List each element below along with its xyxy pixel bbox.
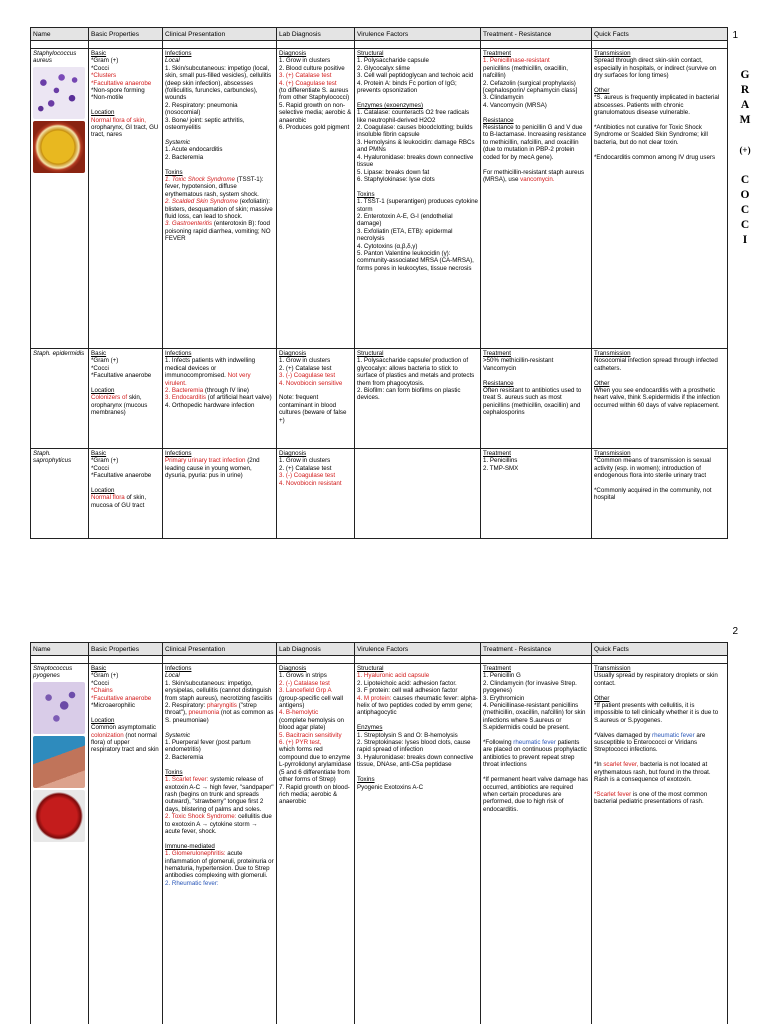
side-letter: R xyxy=(740,84,750,96)
clinical-highlight: Not very virulent. xyxy=(165,372,251,387)
side-letter: G xyxy=(740,69,750,81)
section-heading: Diagnosis xyxy=(279,350,307,357)
section-heading: Transmission xyxy=(594,350,631,357)
section-heading: Immune-mediated xyxy=(165,842,215,850)
column-header: Quick Facts xyxy=(592,28,728,41)
treatment-text: Resistance to penicillin G and V due to B-lactamase. Increasing resistance to methicillin, nafcillin, and oxacillin (due to mutation in PBP-2 protein coded for by mecA gene). xyxy=(483,124,587,161)
treatment-highlight: 1. Penicillinase-resistant xyxy=(483,57,550,65)
clinical-text: 1. Skin/subcutaneous: impetigo (local, skin, small pus-filled vesicles), cellulitis (deep skin infection), abscesses (folliculitis, furuncles, carbuncles), wounds 2. Respiratory: pneumonia (nosocomial) 3. Bone/ joint: septic arthritis, osteomyelitis xyxy=(165,64,272,132)
clinical-text: (TSST-1): fever, hypotension, diffuse erythematous rash, system shock. xyxy=(165,175,264,198)
side-letter: O xyxy=(740,189,750,201)
property-text: *Gram (+) *Cocci *Facultative anaerobe xyxy=(91,357,152,380)
section-heading: Other xyxy=(594,694,610,702)
location-text: Common asymptomatic xyxy=(91,724,156,732)
treatment-cell xyxy=(481,664,592,1024)
section-heading: Other xyxy=(594,87,610,95)
property-text: *Gram (+) *Cocci *Facultative anaerobe xyxy=(91,457,152,480)
section-heading: Transmission xyxy=(594,665,631,672)
lab-highlight: 2. (-) Catalase test xyxy=(279,679,330,687)
gram-stain-image xyxy=(33,682,85,734)
column-header: Name xyxy=(31,643,89,656)
clinical-text: (through IV line) xyxy=(204,387,249,395)
section-heading: Diagnosis xyxy=(279,50,307,57)
section-heading: Transmission xyxy=(594,450,631,457)
fact-text: Spread through direct skin-skin contact, especially in hospitals, or indirect (survive on dry surfaces for long times) xyxy=(594,57,717,80)
toxin-name: 1. Scarlet fever: xyxy=(165,776,209,784)
lab-diagnosis-cell xyxy=(277,664,355,1024)
location-text: skin, oropharynx (mucous membranes) xyxy=(91,394,148,417)
column-header: Virulence Factors xyxy=(355,643,481,656)
clinical-presentation-cell xyxy=(163,349,277,449)
clinical-text: 1. Acute endocarditis 2. Bacteremia xyxy=(165,146,223,161)
fact-text: Nosocomial infection spread through infected catheters. xyxy=(594,357,718,372)
side-letter: M xyxy=(739,114,751,126)
clinical-presentation-cell xyxy=(163,449,277,539)
clinical-text: ("strep throat"), xyxy=(165,702,257,717)
location-text: of skin, mucosa of GU tract xyxy=(91,494,147,509)
clinical-text: (enterotoxin B): food poisoning rapid diarrhea, vomiting; NO FEVER xyxy=(165,220,271,243)
lab-highlight: 3. Lancefield Grp A xyxy=(279,687,332,695)
toxin-name: 3. Gastroenteritis xyxy=(165,220,213,228)
bacteria-table xyxy=(30,27,728,539)
column-header: Clinical Presentation xyxy=(163,28,277,41)
page-number: 2 xyxy=(732,626,738,637)
quick-facts-cell xyxy=(592,664,728,1024)
section-heading: Structural xyxy=(357,50,384,57)
page-number: 1 xyxy=(732,30,738,41)
section-heading: Treatment xyxy=(483,350,511,357)
fact-text: *Valves damaged by xyxy=(594,731,651,739)
section-heading: Treatment xyxy=(483,50,511,57)
basic-properties-cell xyxy=(89,664,163,1024)
virulence-highlight: 1. Hyaluronic acid capsule xyxy=(357,672,430,680)
column-header: Lab Diagnosis xyxy=(277,643,355,656)
clinical-highlight: pneumonia xyxy=(188,709,220,717)
treatment-text: penicillins (methicillin, oxacillin, nafcillin) 2. Cefazolin (surgical prophylaxis) [cephalosporin/ cephamycin class] 3. Clindamycin 4. Vancomycin (MRSA) xyxy=(483,64,578,109)
fact-text: *In xyxy=(594,761,602,769)
treatment-text: *If permanent heart valve damage has occurred, antibiotics are required when certain procedures are performed, due to high risk of endocarditis. xyxy=(483,776,588,813)
section-heading: Toxins xyxy=(357,776,375,784)
lab-highlight: 5. Bacitracin sensitivity xyxy=(279,731,342,739)
treatment-text: 1. Penicillins 2. TMP-SMX xyxy=(483,457,519,472)
subsection-heading: Local xyxy=(165,672,180,680)
fact-text: are susceptible to Enterococci or Viridans Streptococci infections. xyxy=(594,731,706,754)
organism-name: Staph. saprophyticus xyxy=(33,450,72,465)
section-heading: Transmission xyxy=(594,50,631,57)
organism-name: Streptococcus pyogenes xyxy=(33,665,73,680)
location-highlight: colonization xyxy=(91,731,124,739)
fact-text: *If patient presents with cellulitis, it is impossible to tell clinically whether it is due to S.aureus or S.pyogenes. xyxy=(594,702,719,724)
section-heading: Diagnosis xyxy=(279,665,307,672)
virulence-text: 2. Lipoteichoic acid: adhesion factor. 3. F protein: cell wall adhesion factor xyxy=(357,679,458,695)
clinical-presentation-cell xyxy=(163,664,277,1024)
clinical-text: 1. Puerperal fever (post partum endometritis) 2. Bacteremia xyxy=(165,739,251,761)
virulence-text: 1. TSST-1 (superantigen) produces cytokine storm 2. Enterotoxin A-E, G-I (endothelial damage) 3. Exfoliatin (ETA, ETB): epidermal necrolysis 4. Cytotoxins (α,β,δ,γ) 5. Panton Valentine leukocidin (γ): community-associated MRSA (CA-MRSA), forms pores in leukocytes, tissue necrosis xyxy=(357,198,478,272)
section-heading: Basic xyxy=(91,450,107,457)
section-heading: Infections xyxy=(165,50,192,57)
basic-properties-cell xyxy=(89,49,163,349)
section-heading: Enzymes xyxy=(357,724,383,732)
clinical-link-highlight: 2. Rheumatic fever: xyxy=(165,879,219,887)
clinical-highlight: 1. Glomerulonephritis: xyxy=(165,850,226,858)
clinical-highlight: pharyngitis xyxy=(206,702,237,710)
clinical-highlight: 3. Endocarditis xyxy=(165,394,206,402)
section-heading: Location xyxy=(91,716,115,724)
basic-properties-cell xyxy=(89,449,163,539)
treatment-link-highlight: rheumatic fever xyxy=(513,739,556,747)
gram-stain-image xyxy=(33,67,85,119)
lab-highlight: 4. B-hemolytic xyxy=(279,709,319,717)
column-header: Treatment - Resistance xyxy=(481,643,592,656)
quick-facts-cell xyxy=(592,349,728,449)
section-heading: Toxins xyxy=(357,190,375,198)
gram-positive-cocci-label xyxy=(734,68,756,248)
property-text: *Gram (+) *Cocci xyxy=(91,672,119,687)
lab-diagnosis-cell xyxy=(277,349,355,449)
property-text: *Non-spore forming *Non-motile xyxy=(91,87,145,102)
subsection-heading: Systemic xyxy=(165,138,191,146)
section-heading: Structural xyxy=(357,350,384,357)
virulence-text: 1. Polysaccharide capsule/ production of glycocalyx: allows bacteria to stick to surface of plastics and metals and protects them from phagocytosis. 2. Biofilm: can form biofilms on plastic devices. xyxy=(357,357,475,402)
section-heading: Diagnosis xyxy=(279,450,307,457)
table-row xyxy=(31,449,728,539)
clinical-text: 1. Skin/subcutaneous: impetigo, erysipelas, cellulitis (cannot distinguish from staph aureus), necrotizing fasciitis 2. Respiratory: xyxy=(165,679,273,710)
fact-text: *Common means of transmission is sexual activity (esp. in women); introduction of endogenous flora into sterile urinary tract *Commonly acquired in the community, not hospital xyxy=(594,457,712,502)
clinical-presentation-cell xyxy=(163,49,277,349)
fact-text: *S. aureus is frequently implicated in bacterial abscesses. Patients with chronic granulomatous disease vulnerable. *Antibiotics not curative for Toxic Shock Syndrome or Scalded Skin Syndrome; kill bacteria, but do not clear toxin. *Endocarditis common among IV drug users xyxy=(594,94,720,161)
treatment-highlight: vancomycin. xyxy=(520,175,555,183)
virulence-factors-cell xyxy=(355,449,481,539)
section-heading: Enzymes (exoenzymes) xyxy=(357,101,424,109)
skin-infection-image xyxy=(33,736,85,788)
treatment-text: patients are placed on continuous prophylactic antibiotics to prevent repeat strep throat infections xyxy=(483,739,587,769)
toxin-name: 2. Toxic Shock Syndrome: xyxy=(165,813,237,821)
clinical-text: (of artificial heart valve) 4. Orthopedic hardware infection xyxy=(165,394,272,409)
culture-plate-image xyxy=(33,121,85,173)
fact-text: When you see endocarditis with a prosthetic heart valve, think S.epidermidis if the infection occurred within 60 days of valve replacement. xyxy=(594,387,720,409)
property-text-highlight: *Chains *Facultative anaerobe xyxy=(91,687,152,702)
bacteria-table xyxy=(30,642,728,1024)
table-header-row xyxy=(31,643,728,656)
side-letter: C xyxy=(740,174,750,186)
virulence-highlight: 4. M protein: xyxy=(357,694,392,702)
clinical-text: acute inflammation of glomeruli, proteinuria or hematuria, hypertension. Due to Strep antibodies complexing with glomeruli. xyxy=(165,850,274,880)
lab-text: 1. Grow in clusters 2. (+) Catalase test xyxy=(279,457,332,472)
clinical-highlight: Primary urinary tract infection xyxy=(165,457,246,465)
clinical-highlight: 2. Bacteremia xyxy=(165,387,204,395)
section-heading: Infections xyxy=(165,450,192,457)
treatment-text: *Following xyxy=(483,739,512,747)
lab-text: (to differentiate S. aureus from other Staphylococci) 5. Rapid growth on non-selective media; aerobic & anaerobic 6. Produces gold pigment xyxy=(279,87,352,132)
property-text-highlight: *Clusters *Facultative anaerobe xyxy=(91,72,152,87)
section-heading: Basic xyxy=(91,50,107,57)
virulence-text: 1. Streptolysin S and O: B-hemolysis 2. Streptokinase: lyses blood clots, cause rapid spread of infection 3. Hyaluronidase: breaks down connective tissue, DNAse, anti-C5a peptidase xyxy=(357,731,474,769)
property-text: *Microaerophilic xyxy=(91,702,136,710)
side-letter: C xyxy=(740,219,750,231)
organism-name: Staph. epidermidis xyxy=(33,350,85,357)
section-heading: Treatment xyxy=(483,450,511,457)
table-row xyxy=(31,664,728,1024)
location-highlight: Normal flora of skin, xyxy=(91,116,147,124)
lab-highlight: 3. (-) Coagulase test xyxy=(279,372,336,380)
fact-link-highlight: rheumatic fever xyxy=(652,731,695,739)
clinical-text: systemic release of exotoxin A-C → high fever, "sandpaper" rash (begins on trunk and spreads outward), "strawberry" tongue first 2 days, blistering of palms and soles. xyxy=(165,776,274,813)
treatment-cell xyxy=(481,349,592,449)
lab-text: which forms red compound due to enzyme L-pyrrolidonyl arylamidase (5 and 6 differentiate from other forms of Strep) 7. Rapid growth on blood-rich media; aerobic & anaerobic xyxy=(279,746,352,806)
organism-name-cell xyxy=(31,664,89,1024)
blood-agar-plate-image xyxy=(33,790,85,842)
section-heading: Location xyxy=(91,487,115,495)
virulence-factors-cell xyxy=(355,349,481,449)
section-heading: Location xyxy=(91,387,115,395)
section-heading: Toxins xyxy=(165,768,183,776)
organism-name-cell xyxy=(31,49,89,349)
column-header: Lab Diagnosis xyxy=(277,28,355,41)
fact-highlight: scarlet fever, xyxy=(603,761,639,769)
section-heading: Infections xyxy=(165,665,192,672)
lab-text: Note: frequent contaminant in blood cultures (beware of false +) xyxy=(279,394,347,424)
section-heading: Structural xyxy=(357,665,384,672)
clinical-text: (not as common as S. pneumoniae) xyxy=(165,709,274,724)
table-row xyxy=(31,49,728,349)
side-letter: I xyxy=(742,234,748,246)
column-header: Basic Properties xyxy=(89,643,163,656)
lab-highlight: 4. (+) Coagulase test xyxy=(279,79,337,87)
fact-text: bacteria is not located at erythematous rash, but found in the throat. Rash is a consequence of exotoxin. xyxy=(594,761,711,784)
location-highlight: Colonizers of xyxy=(91,394,128,402)
side-letter: A xyxy=(740,99,750,111)
lab-diagnosis-cell xyxy=(277,449,355,539)
organism-name: Staphylococcus aureus xyxy=(33,50,77,65)
section-heading: Resistance xyxy=(483,379,514,387)
toxin-name: 2. Scalded Skin Syndrome xyxy=(165,198,238,206)
lab-highlight: 4. Novobiocin resistant xyxy=(279,479,342,487)
lab-highlight: 3. (+) Catalase test xyxy=(279,72,332,80)
lab-diagnosis-cell xyxy=(277,49,355,349)
virulence-text: Pyogenic Exotoxins A-C xyxy=(357,783,424,791)
lab-text: (complete hemolysis on blood agar plate) xyxy=(279,716,344,732)
lab-highlight: 3. (-) Coagulase test xyxy=(279,472,336,480)
organism-name-cell xyxy=(31,349,89,449)
table-header-row xyxy=(31,28,728,41)
table-row xyxy=(31,349,728,449)
virulence-factors-cell xyxy=(355,49,481,349)
column-header: Name xyxy=(31,28,89,41)
column-header: Virulence Factors xyxy=(355,28,481,41)
section-heading: Toxins xyxy=(165,168,183,176)
virulence-text: causes rheumatic fever: alpha-helix of two peptides coded by emm gene; antiphagocytic xyxy=(357,694,478,717)
clinical-text: (2nd leading cause in young women, dysuria, pyuria: pus in urine) xyxy=(165,457,260,480)
side-letter: C xyxy=(740,204,750,216)
fact-highlight: *Scarlet fever xyxy=(594,790,632,798)
property-text: *Gram (+) *Cocci xyxy=(91,57,119,72)
lab-text: (group-specific cell wall antigens) xyxy=(279,694,343,710)
treatment-text: 1. Penicillin G 2. Clindamycin (for invasive Strep. pyogenes) 3. Erythromicin 4. Penicillinase-resistant penicillins (methicillin, oxacillin, nafcillin) for skin infections where S.aureus or S.epidermidis could be present. xyxy=(483,672,586,732)
treatment-text: Often resistant to antibiotics used to treat S. aureus such as most penicillins (methicillin, oxacillin) and cephalosporins xyxy=(483,387,582,417)
treatment-cell xyxy=(481,449,592,539)
lab-text: 1. Grow in clusters 2. Blood culture positive xyxy=(279,57,345,72)
location-highlight: Normal flora xyxy=(91,494,125,502)
virulence-factors-cell xyxy=(355,664,481,1024)
lab-text: 1. Grow in clusters 2. (+) Catalase test xyxy=(279,357,332,372)
side-letter: (+) xyxy=(739,145,751,155)
section-heading: Basic xyxy=(91,665,107,672)
virulence-text: 1. Catalase: counteracts O2 free radicals like neutrophil-derived H2O2 2. Coagulase: causes bloodclotting; builds insoluble fibrin capsule 3. Hemolysins & leukocidin: damage RBCs and PMNs 4. Hyaluronidase: breaks down connective tissue 5. Lipase: breaks down fat 6. Staphylokinase: lyse clots xyxy=(357,109,475,183)
toxin-name: 1. Toxic Shock Syndrome xyxy=(165,175,235,183)
section-heading: Treatment xyxy=(483,665,511,672)
column-header: Basic Properties xyxy=(89,28,163,41)
fact-text: Usually spread by respiratory droplets or skin contact. xyxy=(594,672,718,687)
quick-facts-cell xyxy=(592,49,728,349)
clinical-text: cellulitis due to exotoxin A → cytokine storm → acute fever, shock. xyxy=(165,813,272,835)
clinical-text: (exfoliatin): blisters, desquamation of skin; massive fluid loss, can lead to shock. xyxy=(165,198,273,220)
clinical-text: 1. Infects patients with indwelling medical devices or immunocompromised. xyxy=(165,357,256,380)
column-header: Quick Facts xyxy=(592,643,728,656)
section-heading: Basic xyxy=(91,350,107,357)
page-2 xyxy=(0,618,768,1024)
section-heading: Infections xyxy=(165,350,192,357)
section-heading: Location xyxy=(91,109,115,117)
basic-properties-cell xyxy=(89,349,163,449)
column-header: Clinical Presentation xyxy=(163,643,277,656)
column-header: Treatment - Resistance xyxy=(481,28,592,41)
section-heading: Resistance xyxy=(483,116,514,124)
fact-text: is one of the most common bacterial pediatric presentations of rash. xyxy=(594,790,708,806)
location-text: oropharynx, GI tract, GU tract, nares xyxy=(91,124,159,139)
quick-facts-cell xyxy=(592,449,728,539)
location-text: (not normal flora) of upper respiratory tract and skin xyxy=(91,731,159,754)
treatment-cell xyxy=(481,49,592,349)
section-heading: Other xyxy=(594,379,610,387)
virulence-text: 1. Polysaccharide capsule 2. Glycocalyx slime 3. Cell wall peptidoglycan and techoic acid 4. Protein A: binds Fc portion of IgG; prevents opsonization xyxy=(357,57,474,95)
treatment-text: For methicillin-resistant staph aureus (MRSA), use xyxy=(483,168,585,183)
lab-text: 1. Grows in strips xyxy=(279,672,327,680)
lab-highlight: 6. (+) PYR test, xyxy=(279,739,322,747)
subsection-heading: Systemic xyxy=(165,731,191,739)
organism-name-cell xyxy=(31,449,89,539)
treatment-text: >50% methicillin-resistant Vancomycin xyxy=(483,357,554,372)
lab-highlight: 4. Novobiocin sensitive xyxy=(279,379,343,387)
subsection-heading: Local xyxy=(165,57,180,65)
